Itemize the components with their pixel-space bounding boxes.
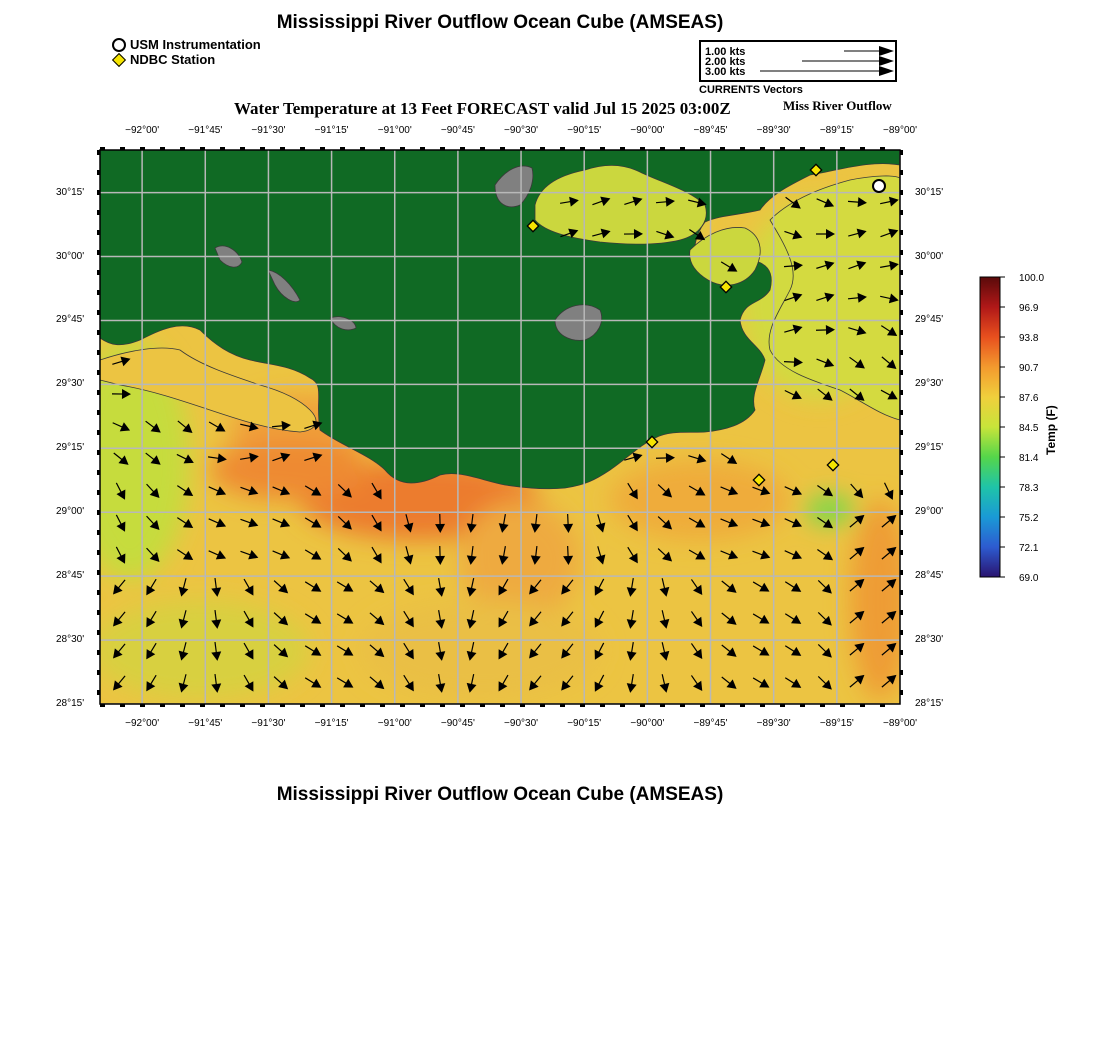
page-title: Mississippi River Outflow Ocean Cube (AMSEAS)	[276, 12, 724, 33]
lat-tick-right: 28°15'	[915, 698, 944, 709]
lat-tick-left: 28°45'	[56, 570, 85, 582]
lat-tick-left: 29°15'	[56, 442, 85, 454]
vector-row-3: 3.00 kts	[705, 66, 746, 78]
legend-usm-label: USM Instrumentation	[130, 37, 261, 52]
lat-tick-right: 29°30'	[915, 378, 944, 390]
lon-tick-top: −90°45'	[440, 125, 475, 136]
lat-tick-left: 29°30'	[56, 378, 85, 390]
lon-tick-top: −91°15'	[314, 125, 349, 136]
lon-tick-top: −90°30'	[504, 125, 539, 136]
colorbar-title: Temp (F)	[1044, 405, 1058, 455]
lon-tick-bottom: −91°30'	[251, 718, 286, 729]
lon-tick-top: −89°00'	[883, 125, 917, 136]
colorbar-tick-label: 81.4	[1019, 453, 1039, 464]
lon-tick-bottom: −90°30'	[504, 718, 539, 729]
lon-tick-bottom: −91°45'	[188, 718, 223, 729]
lat-tick-right: 28°30'	[915, 634, 944, 646]
lat-tick-left: 29°45'	[56, 314, 85, 326]
colorbar-tick-label: 90.7	[1019, 363, 1039, 374]
lon-tick-bottom: −90°45'	[440, 718, 475, 729]
lon-tick-bottom: −90°15'	[567, 718, 602, 729]
lon-tick-bottom: −90°00'	[630, 718, 665, 729]
map-subtitle: Water Temperature at 13 Feet FORECAST valid Jul 15 2025 03:00Z	[234, 99, 731, 118]
lat-tick-right: 29°00'	[915, 506, 944, 518]
lon-tick-bottom: −91°15'	[314, 718, 349, 729]
lon-tick-top: −89°30'	[756, 125, 791, 136]
lon-tick-top: −90°15'	[567, 125, 602, 136]
vector-row-2: 2.00 kts	[705, 56, 746, 68]
region-label: Miss River Outflow	[783, 98, 892, 113]
lon-tick-top: −91°45'	[188, 125, 223, 136]
colorbar-tick-label: 100.0	[1019, 273, 1045, 284]
lat-tick-left: 30°00'	[56, 250, 85, 262]
lon-tick-bottom: −92°00'	[125, 718, 160, 729]
colorbar-tick-label: 78.3	[1019, 483, 1039, 494]
colorbar-tick-label: 87.6	[1019, 393, 1039, 404]
colorbar-tick-label: 96.9	[1019, 303, 1039, 314]
colorbar-tick-label: 84.5	[1019, 423, 1039, 434]
lon-tick-bottom: −89°00'	[883, 718, 917, 729]
vector-caption: CURRENTS Vectors	[699, 84, 803, 96]
lon-tick-bottom: −89°30'	[756, 718, 791, 729]
lat-tick-left: 29°00'	[56, 506, 85, 518]
lon-tick-top: −92°00'	[125, 125, 160, 136]
lat-tick-left: 28°15'	[56, 698, 85, 709]
lat-tick-right: 29°45'	[915, 314, 944, 326]
lat-tick-right: 29°15'	[915, 442, 944, 454]
lon-tick-bottom: −89°15'	[819, 718, 854, 729]
colorbar-tick-label: 69.0	[1019, 573, 1039, 584]
lon-tick-top: −90°00'	[630, 125, 665, 136]
second-title: Mississippi River Outflow Ocean Cube (AMSEAS)	[276, 784, 724, 805]
lat-tick-right: 28°45'	[915, 570, 944, 582]
lon-tick-top: −91°00'	[377, 125, 412, 136]
legend-ndbc-label: NDBC Station	[130, 52, 216, 67]
lat-tick-right: 30°15'	[915, 186, 944, 198]
lon-tick-bottom: −89°45'	[693, 718, 728, 729]
lat-tick-left: 30°15'	[56, 186, 85, 198]
lon-tick-top: −89°15'	[819, 125, 854, 136]
lon-tick-top: −89°45'	[693, 125, 728, 136]
lat-tick-right: 30°00'	[915, 250, 944, 262]
lat-tick-left: 28°30'	[56, 634, 85, 646]
colorbar-tick-label: 75.2	[1019, 513, 1039, 524]
vector-row-1: 1.00 kts	[705, 46, 746, 58]
colorbar-tick-label: 93.8	[1019, 333, 1039, 344]
lon-tick-top: −91°30'	[251, 125, 286, 136]
lon-tick-bottom: −91°00'	[377, 718, 412, 729]
colorbar-tick-label: 72.1	[1019, 543, 1039, 554]
usm-station-marker	[873, 180, 885, 192]
